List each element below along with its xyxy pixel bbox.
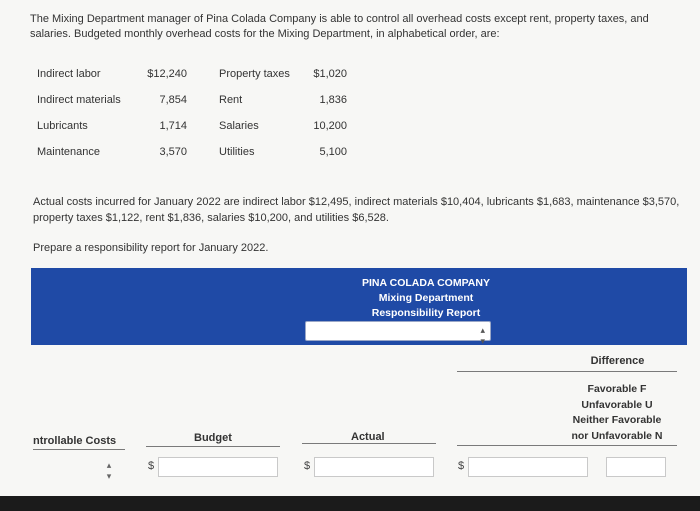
budget-input[interactable] bbox=[158, 457, 278, 477]
cost-label: Maintenance bbox=[37, 146, 100, 158]
up-down-arrows-icon: ▴ ▾ bbox=[480, 325, 485, 346]
cost-value: 5,100 bbox=[319, 146, 347, 158]
difference-header: Difference bbox=[590, 355, 645, 367]
cost-value: 10,200 bbox=[313, 120, 347, 132]
difference-legend: Favorable F Unfavorable U Neither Favorable nor Unfavorable N bbox=[571, 383, 663, 442]
cost-value: $1,020 bbox=[313, 68, 347, 80]
intro-text: The Mixing Department manager of Pina Colada Company is able to control all overhead costs except rent, property taxes, and salaries. Budgeted monthly overhead costs for the Mixing Department, in alphabetical order, are: bbox=[30, 13, 649, 40]
cost-label: Lubricants bbox=[37, 120, 88, 132]
cost-label: Utilities bbox=[219, 146, 255, 158]
department-name: Mixing Department bbox=[378, 292, 474, 304]
cost-value: 7,854 bbox=[159, 94, 187, 106]
difference-input[interactable] bbox=[468, 457, 588, 477]
difference-type-select[interactable] bbox=[606, 457, 666, 477]
divider bbox=[457, 371, 677, 372]
report-title bbox=[311, 276, 541, 321]
cost-value: 1,836 bbox=[319, 94, 347, 106]
divider bbox=[33, 449, 125, 450]
currency-symbol: $ bbox=[458, 460, 465, 472]
cost-label: Indirect materials bbox=[37, 94, 121, 106]
cost-label: Indirect labor bbox=[37, 68, 101, 80]
controllable-costs-header: ntrollable Costs bbox=[33, 435, 117, 447]
period-select[interactable] bbox=[305, 321, 491, 346]
cost-label: Property taxes bbox=[219, 68, 290, 80]
cost-label: Salaries bbox=[219, 120, 259, 132]
actual-header: Actual bbox=[351, 431, 385, 443]
currency-symbol: $ bbox=[148, 460, 155, 472]
cost-value: $12,240 bbox=[147, 68, 187, 80]
cost-item-select[interactable] bbox=[99, 460, 119, 481]
report-name: Responsibility Report bbox=[371, 307, 481, 319]
cost-value: 1,714 bbox=[159, 120, 187, 132]
company-name: PINA COLADA COMPANY bbox=[362, 277, 490, 289]
cost-label: Rent bbox=[219, 94, 243, 106]
divider bbox=[302, 443, 436, 444]
actual-input[interactable] bbox=[314, 457, 434, 477]
currency-symbol: $ bbox=[304, 460, 311, 472]
actual-costs-text: Actual costs incurred for January 2022 are indirect labor $12,495, indirect materials $10,404, lubricants $1,683, maintenance $3,570, property taxes $1,122, rent $1,836, salaries $10,200, and utilities $6,528. bbox=[33, 196, 680, 224]
divider bbox=[457, 445, 677, 446]
instruction-text: Prepare a responsibility report for January 2022. bbox=[33, 242, 269, 254]
cost-value: 3,570 bbox=[159, 146, 187, 158]
report-header bbox=[31, 268, 687, 345]
up-down-arrows-icon: ▴ ▾ bbox=[106, 460, 112, 481]
divider bbox=[146, 446, 280, 447]
budget-header: Budget bbox=[194, 432, 232, 444]
